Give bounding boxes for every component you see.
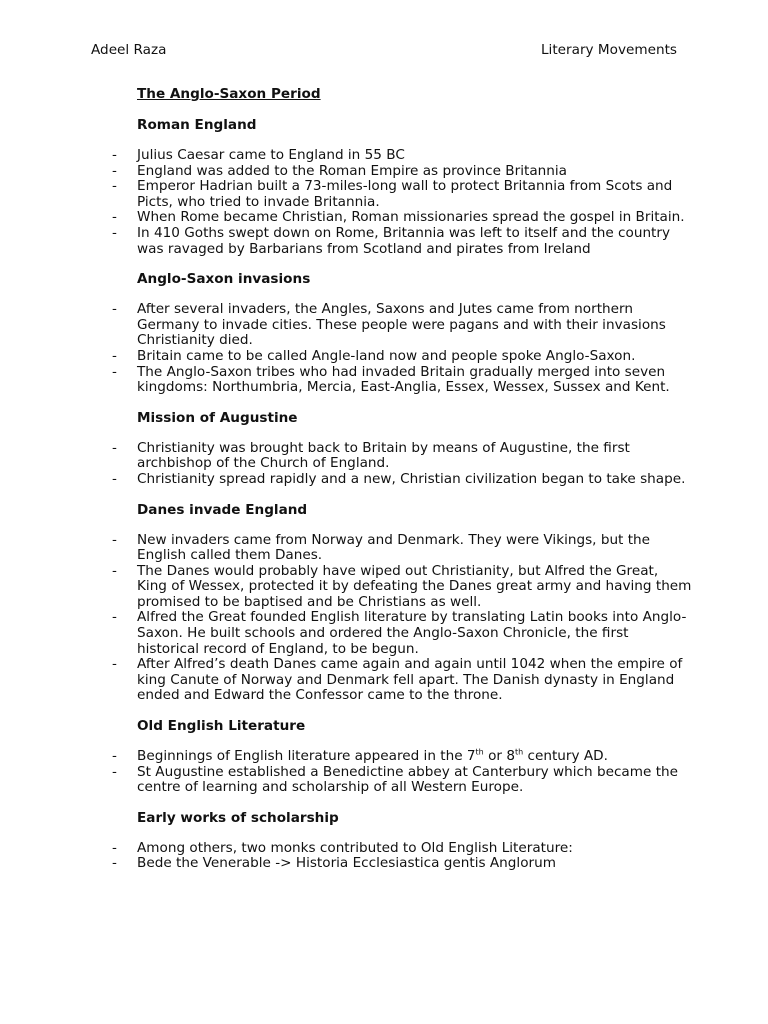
section-heading-old-english-literature: Old English Literature — [137, 718, 306, 735]
section-list-early-works-of-scholarship — [112, 841, 692, 872]
list-item-text: Britain came to be called Angle-land now and people spoke Anglo-Saxon. — [137, 347, 636, 364]
list-item — [112, 841, 692, 857]
bullet-dash: - — [112, 531, 117, 548]
list-item-text: St Augustine established a Benedictine abbey at Canterbury which became the centre of learning and scholarship of all Western Europe. — [137, 763, 679, 796]
section-list-danes-invade-england — [112, 533, 692, 705]
bullet-dash: - — [112, 839, 117, 856]
list-item — [112, 564, 692, 611]
section-heading-danes-invade-england: Danes invade England — [137, 501, 308, 518]
list-item-text: England was added to the Roman Empire as province Britannia — [137, 162, 567, 179]
list-item — [112, 148, 692, 164]
list-item — [112, 657, 692, 704]
list-item-text: New invaders came from Norway and Denmark. They were Vikings, but the English called them Danes. — [137, 531, 651, 564]
bullet-dash: - — [112, 147, 117, 163]
list-item — [112, 226, 692, 257]
document-title: The Anglo-Saxon Period — [137, 86, 321, 102]
list-item — [112, 472, 692, 488]
list-item — [112, 349, 692, 365]
list-item-text: Emperor Hadrian built a 73-miles-long wall to protect Britannia from Scots and Picts, who tried to invade Britannia. — [137, 178, 673, 210]
list-item-text: The Anglo-Saxon tribes who had invaded Britain gradually merged into seven kingdoms: Northumbria, Mercia, East-Anglia, Essex, Wessex, Sussex and Kent. — [137, 363, 670, 396]
bullet-dash: - — [112, 562, 117, 579]
text-part: century AD. — [523, 748, 608, 765]
section-heading-early-works-of-scholarship: Early works of scholarship — [137, 809, 339, 826]
superscript: th — [475, 747, 484, 757]
list-item — [112, 164, 692, 180]
bullet-dash: - — [112, 224, 117, 241]
text-part: Beginnings of English literature appeared in the 7 — [137, 748, 476, 765]
bullet-dash: - — [112, 855, 117, 872]
section-heading-anglo-saxon-invasions: Anglo-Saxon invasions — [137, 271, 311, 288]
bullet-dash: - — [112, 209, 117, 226]
list-item — [112, 179, 692, 210]
bullet-dash: - — [112, 609, 117, 626]
bullet-dash: - — [112, 748, 117, 765]
list-item — [112, 210, 692, 226]
list-item-text: Christianity spread rapidly and a new, Christian civilization began to take shape. — [137, 470, 686, 487]
list-item-text: After several invaders, the Angles, Saxons and Jutes came from northern Germany to invade cities. These people were pagans and with their invasions Christianity died. — [137, 301, 666, 349]
list-item — [112, 765, 692, 796]
list-item — [112, 610, 692, 657]
text-part: or 8 — [483, 748, 515, 765]
section-list-roman-england — [112, 148, 692, 257]
list-item — [112, 856, 692, 872]
header-title: Literary Movements — [540, 42, 677, 58]
section-list-old-english-literature — [112, 749, 692, 796]
bullet-dash: - — [112, 470, 117, 487]
list-item — [112, 533, 692, 564]
list-item-text: Julius Caesar came to England in 55 BC — [137, 147, 405, 163]
bullet-dash: - — [112, 301, 117, 318]
section-list-anglo-saxon-invasions — [112, 302, 692, 396]
list-item — [112, 302, 692, 349]
list-item-text: After Alfred’s death Danes came again and again until 1042 when the empire of king Canute of Norway and Denmark fell apart. The Danish dynasty in England ended and Edward the Confessor came to the throne. — [137, 656, 683, 704]
list-item — [112, 441, 692, 472]
list-item-text — [137, 749, 692, 765]
header-author: Adeel Raza — [91, 42, 167, 58]
list-item-text: Among others, two monks contributed to Old English Literature: — [137, 839, 573, 856]
bullet-dash: - — [112, 363, 117, 380]
section-heading-roman-england: Roman England — [137, 117, 257, 133]
bullet-dash: - — [112, 439, 117, 456]
list-item-text: The Danes would probably have wiped out Christianity, but Alfred the Great, King of Wessex, protected it by defeating the Danes great army and having them promised to be baptised and be Christians as well. — [137, 562, 692, 610]
bullet-dash: - — [112, 178, 117, 195]
list-item — [112, 365, 692, 396]
list-item-text: Bede the Venerable -> Historia Ecclesiastica gentis Anglorum — [137, 855, 556, 872]
bullet-dash: - — [112, 162, 117, 179]
bullet-dash: - — [112, 763, 117, 780]
superscript: th — [514, 747, 524, 757]
list-item-text: Christianity was brought back to Britain by means of Augustine, the first archbishop of the Church of England. — [137, 439, 630, 472]
list-item — [112, 749, 692, 765]
section-list-mission-of-augustine — [112, 441, 692, 488]
bullet-dash: - — [112, 656, 117, 673]
document-body — [112, 85, 692, 872]
list-item-text: When Rome became Christian, Roman missionaries spread the gospel in Britain. — [137, 209, 685, 226]
list-item-text: In 410 Goths swept down on Rome, Britannia was left to itself and the country was ravaged by Barbarians from Scotland and pirates from Ireland — [137, 224, 671, 257]
list-item-text: Alfred the Great founded English literature by translating Latin books into Anglo-Saxon. He built schools and ordered the Anglo-Saxon Chronicle, the first historical record of England, to be begun. — [137, 609, 687, 657]
bullet-dash: - — [112, 347, 117, 364]
section-heading-mission-of-augustine: Mission of Augustine — [137, 409, 298, 426]
